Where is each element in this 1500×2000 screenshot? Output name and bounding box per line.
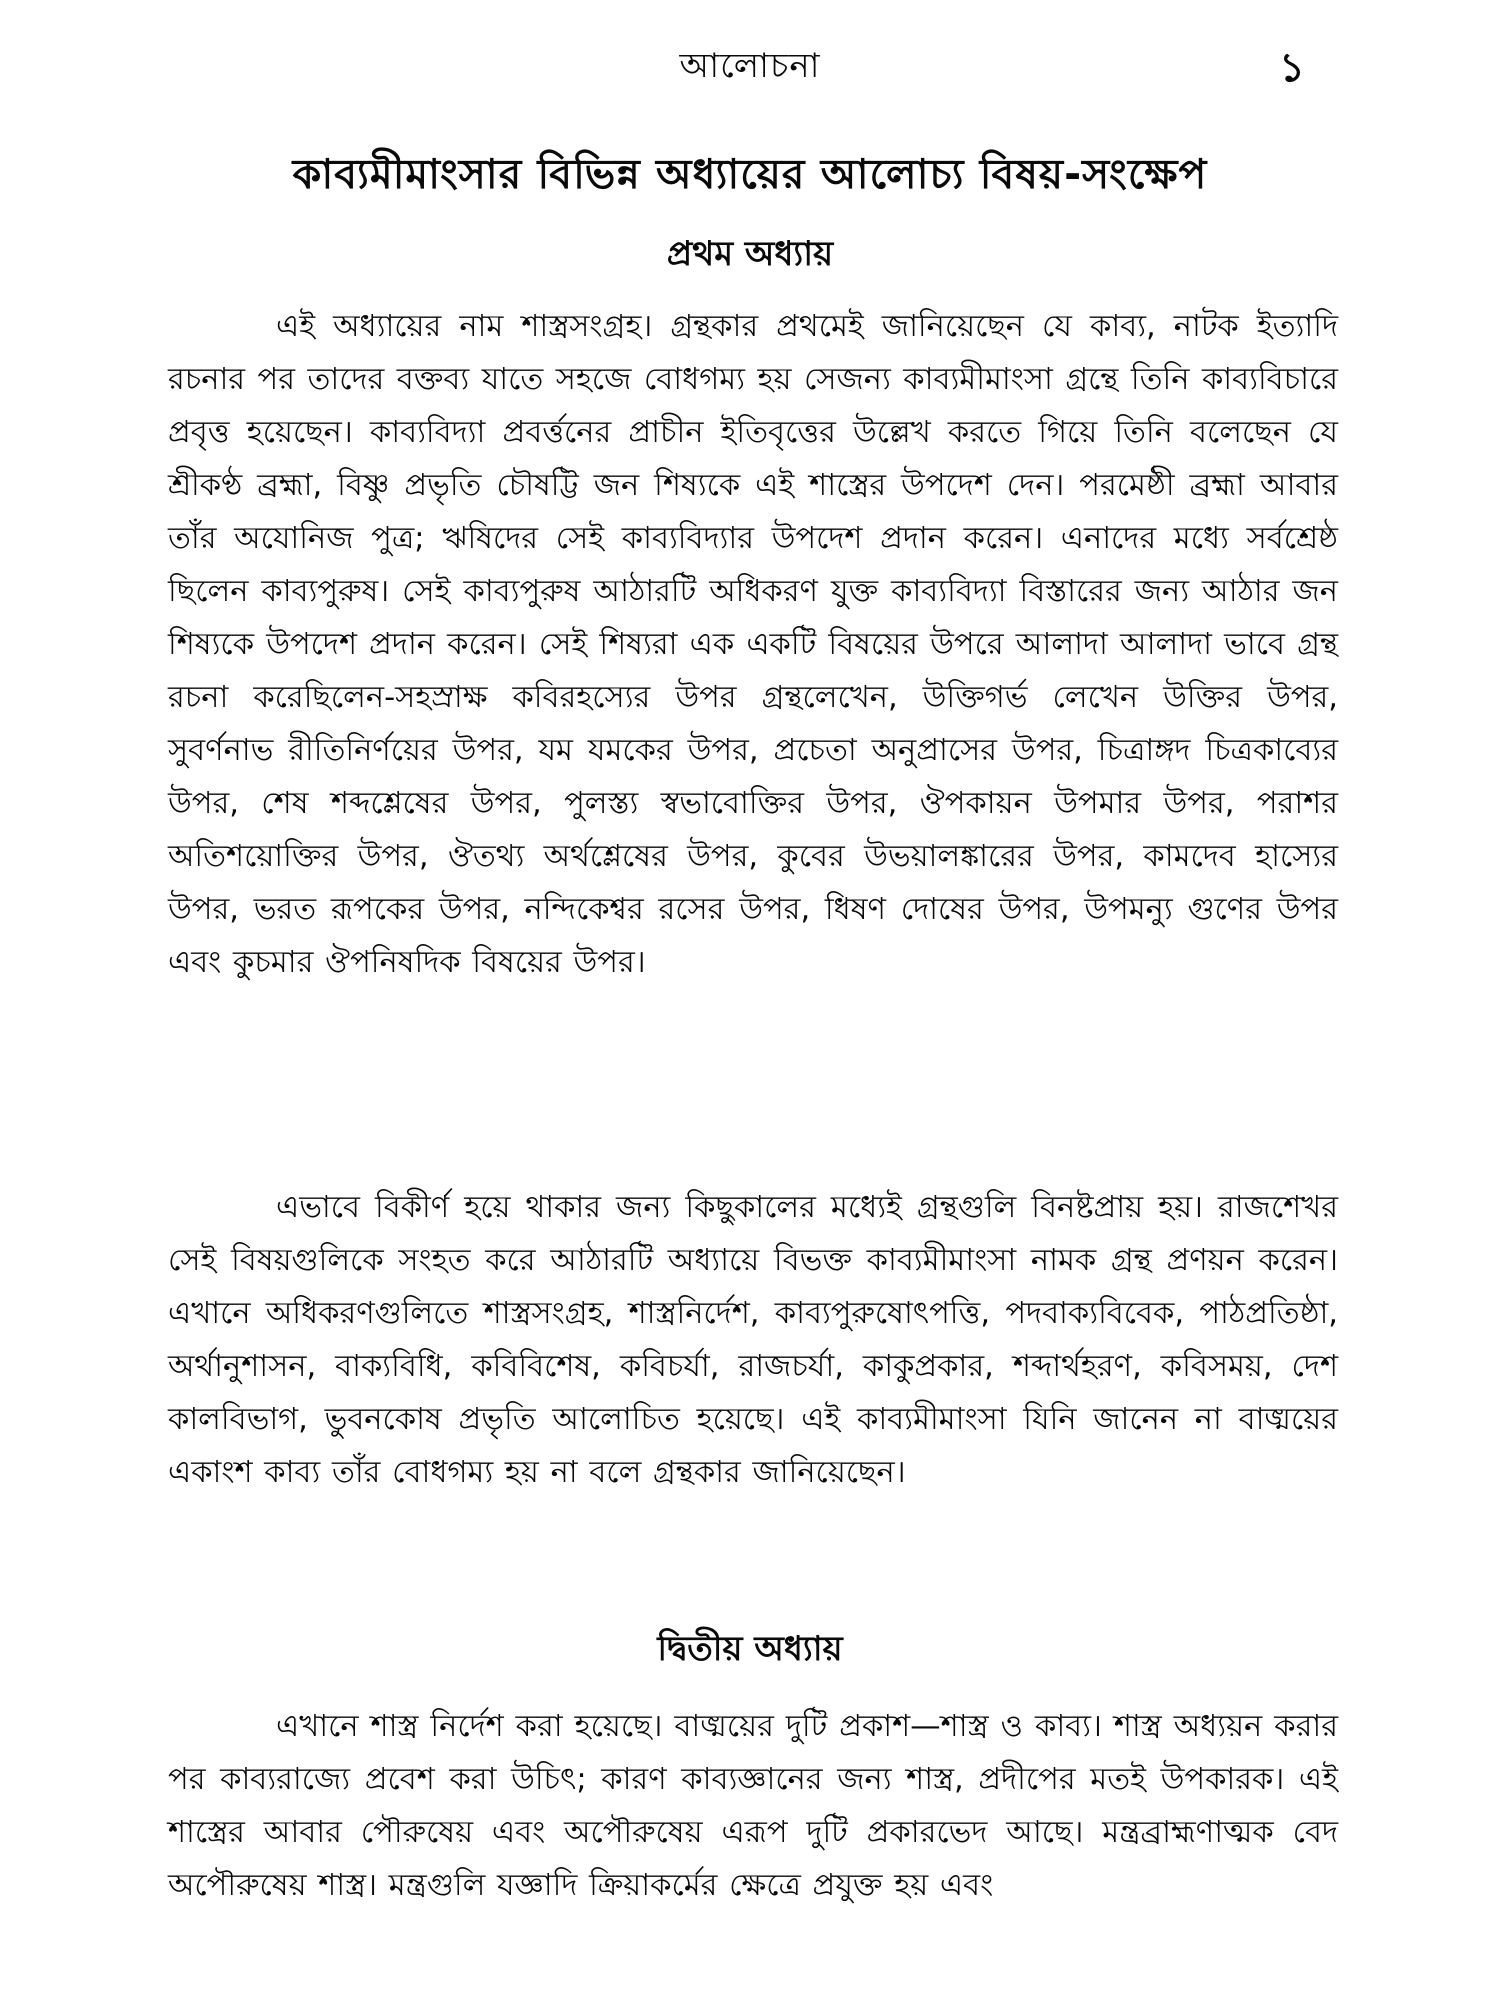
page-number: ১ [1279, 45, 1305, 91]
paragraph: এই অধ্যায়ের নাম শাস্ত্রসংগ্রহ। গ্রন্থকার প্রথমেই জানিয়েছেন যে কাব্য, নাটক ইত্যাদি রচনার পর তাদের বক্তব্য যাতে সহজে বোধগম্য হয় সেজন্য কাব্যমীমাংসা গ্রন্থে তিনি কাব্যবিচারে প্রবৃত্ত হয়েছেন। কাব্যবিদ্যা প্রবর্ত্তনের প্রাচীন ইতিবৃত্তের উল্লেখ করতে গিয়ে তিনি বলেছেন যে শ্রীকণ্ঠ ব্রহ্মা, বিষ্ণু প্রভৃতি চৌষট্টি জন শিষ্যকে এই শাস্ত্রের উপদেশ দেন। পরমেষ্ঠী ব্রহ্মা আবার তাঁর অযোনিজ পুত্র; ঋষিদের সেই কাব্যবিদ্যার উপদেশ প্রদান করেন। এনাদের মধ্যে সর্বশ্রেষ্ঠ ছিলেন কাব্যপুরুষ। সেই কাব্যপুরুষ আঠারটি অধিকরণ যুক্ত কাব্যবিদ্যা বিস্তারের জন্য আঠার জন শিষ্যকে উপদেশ প্রদান করেন। সেই শিষ্যরা এক একটি বিষয়ের উপরে আলাদা আলাদা ভাবে গ্রন্থ রচনা করেছিলেন-সহস্রাক্ষ কবিরহস্যের উপর গ্রন্থলেখেন, উক্তিগর্ভ লেখেন উক্তির উপর, সুবর্ণনাভ রীতিনির্ণয়ের উপর, যম যমকের উপর, প্রচেতা অনুপ্রাসের উপর, চিত্রাঙ্গদ চিত্রকাব্যের উপর, শেষ শব্দশ্লেষের উপর, পুলস্ত্য স্বভাবোক্তির উপর, ঔপকায়ন উপমার উপর, পরাশর অতিশয়োক্তির উপর, ঔতথ্য অর্থশ্লেষের উপর, কুবের উভয়ালঙ্কারের উপর, কামদেব হাস্যের উপর, ভরত রূপকের উপর, নন্দিকেশ্বর রসের উপর, ধিষণ দোষের উপর, উপমন্যু গুণের উপর এবং কুচমার ঔপনিষদিক বিষয়ের উপর। [168, 309, 1338, 980]
document-title: কাব্যমীমাংসার বিভিন্ন অধ্যায়ের আলোচ্য বিষয়-সংক্ষেপ [292, 150, 1208, 198]
section-heading-second-chapter: দ্বিতীয় অধ্যায় [657, 1629, 843, 1669]
section-heading-first-chapter: প্রথম অধ্যায় [666, 234, 834, 274]
paragraph: এখানে শাস্ত্র নির্দেশ করা হয়েছে। বাঙ্ময়ের দুটি প্রকাশ—শাস্ত্র ও কাব্য। শাস্ত্র অধ্যয়ন করার পর কাব্যরাজ্যে প্রবেশ করা উচিৎ; কারণ কাব্যজ্ঞানের জন্য শাস্ত্র, প্রদীপের মতই উপকারক। এই শাস্ত্রের আবার পৌরুষেয় এবং অপৌরুষেয় এরূপ দুটি প্রকারভেদ আছে। মন্ত্রব্রাহ্মণাত্মক বেদ অপৌরুষেয় শাস্ত্র। মন্ত্রগুলি যজ্ঞাদি ক্রিয়াকর্মের ক্ষেত্রে প্রযুক্ত হয় এবং [168, 1709, 1338, 1903]
running-title: আলোচনা [679, 46, 821, 86]
running-header [0, 30, 1500, 90]
paragraph: এভাবে বিকীর্ণ হয়ে থাকার জন্য কিছুকালের মধ্যেই গ্রন্থগুলি বিনষ্টপ্রায় হয়। রাজশেখর সেই বিষয়গুলিকে সংহত করে আঠারটি অধ্যায়ে বিভক্ত কাব্যমীমাংসা নামক গ্রন্থ প্রণয়ন করেন। এখানে অধিকরণগুলিতে শাস্ত্রসংগ্রহ, শাস্ত্রনির্দেশ, কাব্যপুরুষোৎপত্তি, পদবাক্যবিবেক, পাঠপ্রতিষ্ঠা, অর্থানুশাসন, বাক্যবিধি, কবিবিশেষ, কবিচর্যা, রাজচর্যা, কাকুপ্রকার, শব্দার্থহরণ, কবিসময়, দেশ কালবিভাগ, ভুবনকোষ প্রভৃতি আলোচিত হয়েছে। এই কাব্যমীমাংসা যিনি জানেন না বাঙ্ময়ের একাংশ কাব্য তাঁর বোধগম্য হয় না বলে গ্রন্থকার জানিয়েছেন। [168, 1190, 1338, 1490]
